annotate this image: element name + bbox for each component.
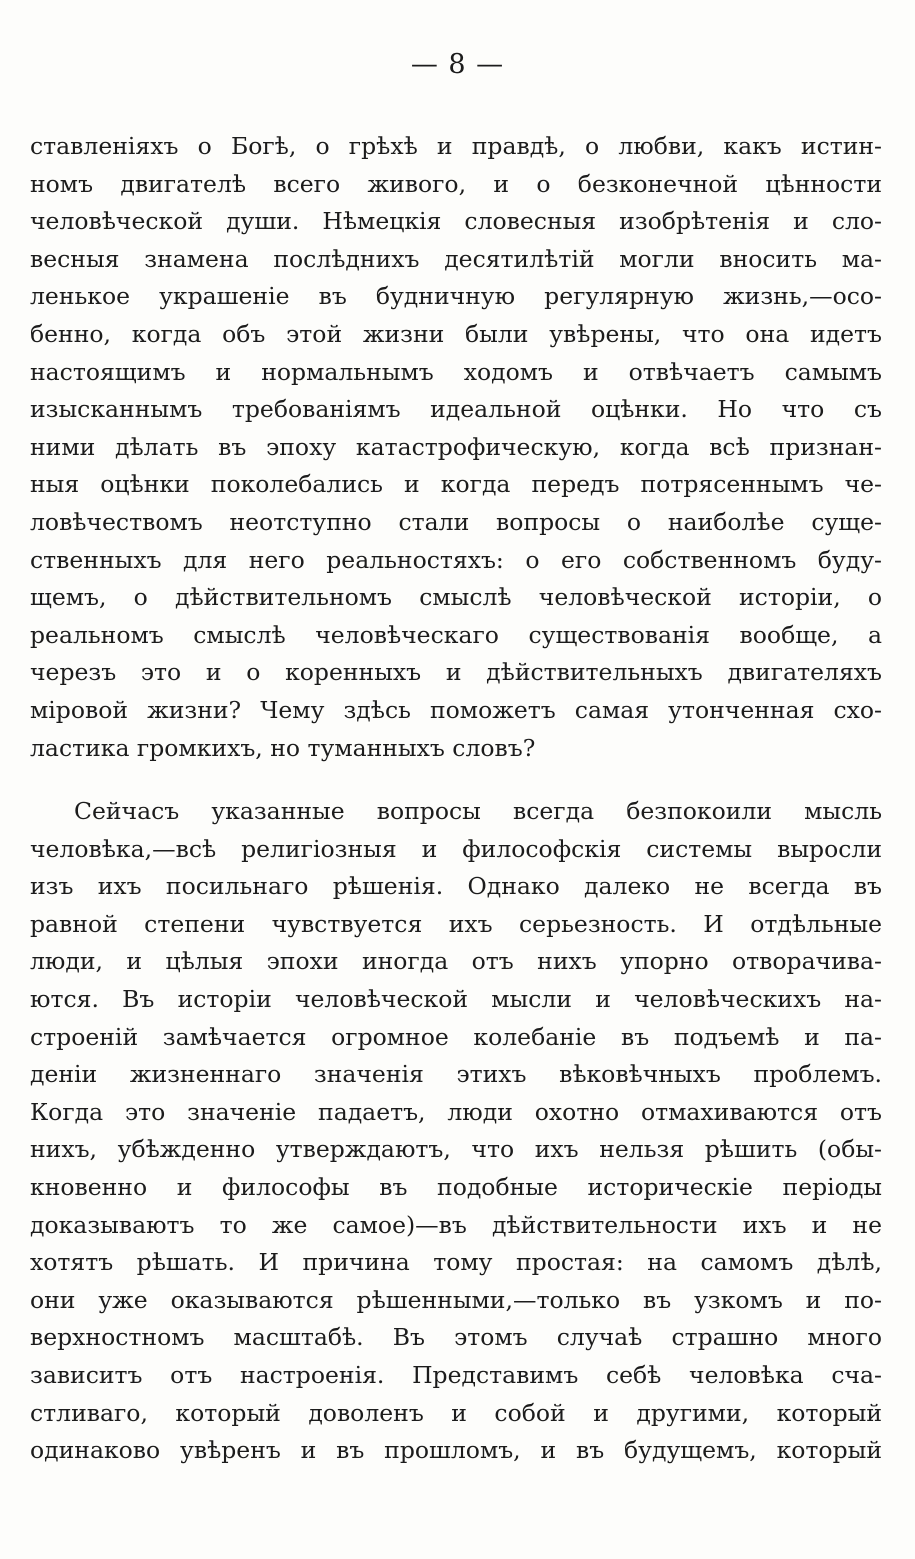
text-line: бенно, когда объ этой жизни были увѣрены, что она идетъ xyxy=(30,319,882,348)
text-line: номъ двигателѣ всего живого, и о безконечной цѣнности xyxy=(30,169,882,198)
text-line: ловѣчествомъ неотступно стали вопросы о наиболѣе суще- xyxy=(30,507,882,536)
text-line: стливаго, который доволенъ и собой и другими, который xyxy=(30,1398,882,1427)
text-line: ленькое украшеніе въ будничную регулярную жизнь,—осо- xyxy=(30,282,882,311)
text-line: деніи жизненнаго значенія этихъ вѣковѣчныхъ проблемъ. xyxy=(30,1060,882,1089)
text-line: ставленіяхъ о Богѣ, о грѣхѣ и правдѣ, о любви, какъ истин- xyxy=(30,132,882,160)
text-line: Когда это значеніе падаетъ, люди охотно отмахиваются отъ xyxy=(30,1097,882,1126)
text-line: они уже оказываются рѣшенными,—только въ узкомъ и по- xyxy=(30,1285,882,1314)
text-line: изъ ихъ посильнаго рѣшенія. Однако далеко не всегда въ xyxy=(30,872,882,901)
text-line: ственныхъ для него реальностяхъ: о его собственномъ буду- xyxy=(30,545,882,574)
paragraph-1 xyxy=(30,128,882,767)
page-number: — 8 — xyxy=(410,49,505,80)
text-line: черезъ это и о коренныхъ и дѣйствительныхъ двигателяхъ xyxy=(30,658,882,687)
text-line: равной степени чувствуется ихъ серьезность. И отдѣльные xyxy=(30,909,882,938)
text-line: строеній замѣчается огромное колебаніе въ подъемѣ и па- xyxy=(30,1022,882,1051)
text-line: зависитъ отъ настроенія. Представимъ себѣ человѣка сча- xyxy=(30,1360,882,1389)
text-line: кновенно и философы въ подобные историческіе періоды xyxy=(30,1172,882,1201)
text-line: доказываютъ то же самое)—въ дѣйствительности ихъ и не xyxy=(30,1210,882,1239)
text-line: изысканнымъ требованіямъ идеальной оцѣнки. Но что съ xyxy=(30,395,882,424)
text-line: ются. Въ исторіи человѣческой мысли и человѣческихъ на- xyxy=(30,984,882,1013)
text-line: человѣка,—всѣ религіозныя и философскія системы выросли xyxy=(30,834,882,863)
text-line: ныя оцѣнки поколебались и когда передъ потрясеннымъ че- xyxy=(30,470,882,499)
text-line: ними дѣлать въ эпоху катастрофическую, когда всѣ признан- xyxy=(30,432,882,461)
text-line: весныя знамена послѣднихъ десятилѣтій могли вносить ма- xyxy=(30,244,882,273)
text-line: настоящимъ и нормальнымъ ходомъ и отвѣчаетъ самымъ xyxy=(30,357,882,386)
text-line: верхностномъ масштабѣ. Въ этомъ случаѣ страшно много xyxy=(30,1323,882,1352)
text-line: реальномъ смыслѣ человѣческаго существованія вообще, а xyxy=(30,620,882,649)
text-line: ластика громкихъ, но туманныхъ словъ? xyxy=(30,733,536,762)
paragraph-2 xyxy=(30,793,882,1470)
text-line: нихъ, убѣжденно утверждаютъ, что ихъ нельзя рѣшить (обы- xyxy=(30,1135,882,1164)
text-line: Сейчасъ указанные вопросы всегда безпокоили мысль xyxy=(74,797,882,825)
text-line: человѣческой души. Нѣмецкія словесныя изобрѣтенія и сло- xyxy=(30,207,882,236)
text-line: хотятъ рѣшать. И причина тому простая: на самомъ дѣлѣ, xyxy=(30,1248,882,1277)
text-line: люди, и цѣлыя эпохи иногда отъ нихъ упорно отворачива- xyxy=(30,947,882,976)
text-line: одинаково увѣренъ и въ прошломъ, и въ будущемъ, который xyxy=(30,1436,882,1465)
text-line: міровой жизни? Чему здѣсь поможетъ самая утонченная схо- xyxy=(30,695,882,724)
text-line: щемъ, о дѣйствительномъ смыслѣ человѣческой исторіи, о xyxy=(30,583,882,612)
